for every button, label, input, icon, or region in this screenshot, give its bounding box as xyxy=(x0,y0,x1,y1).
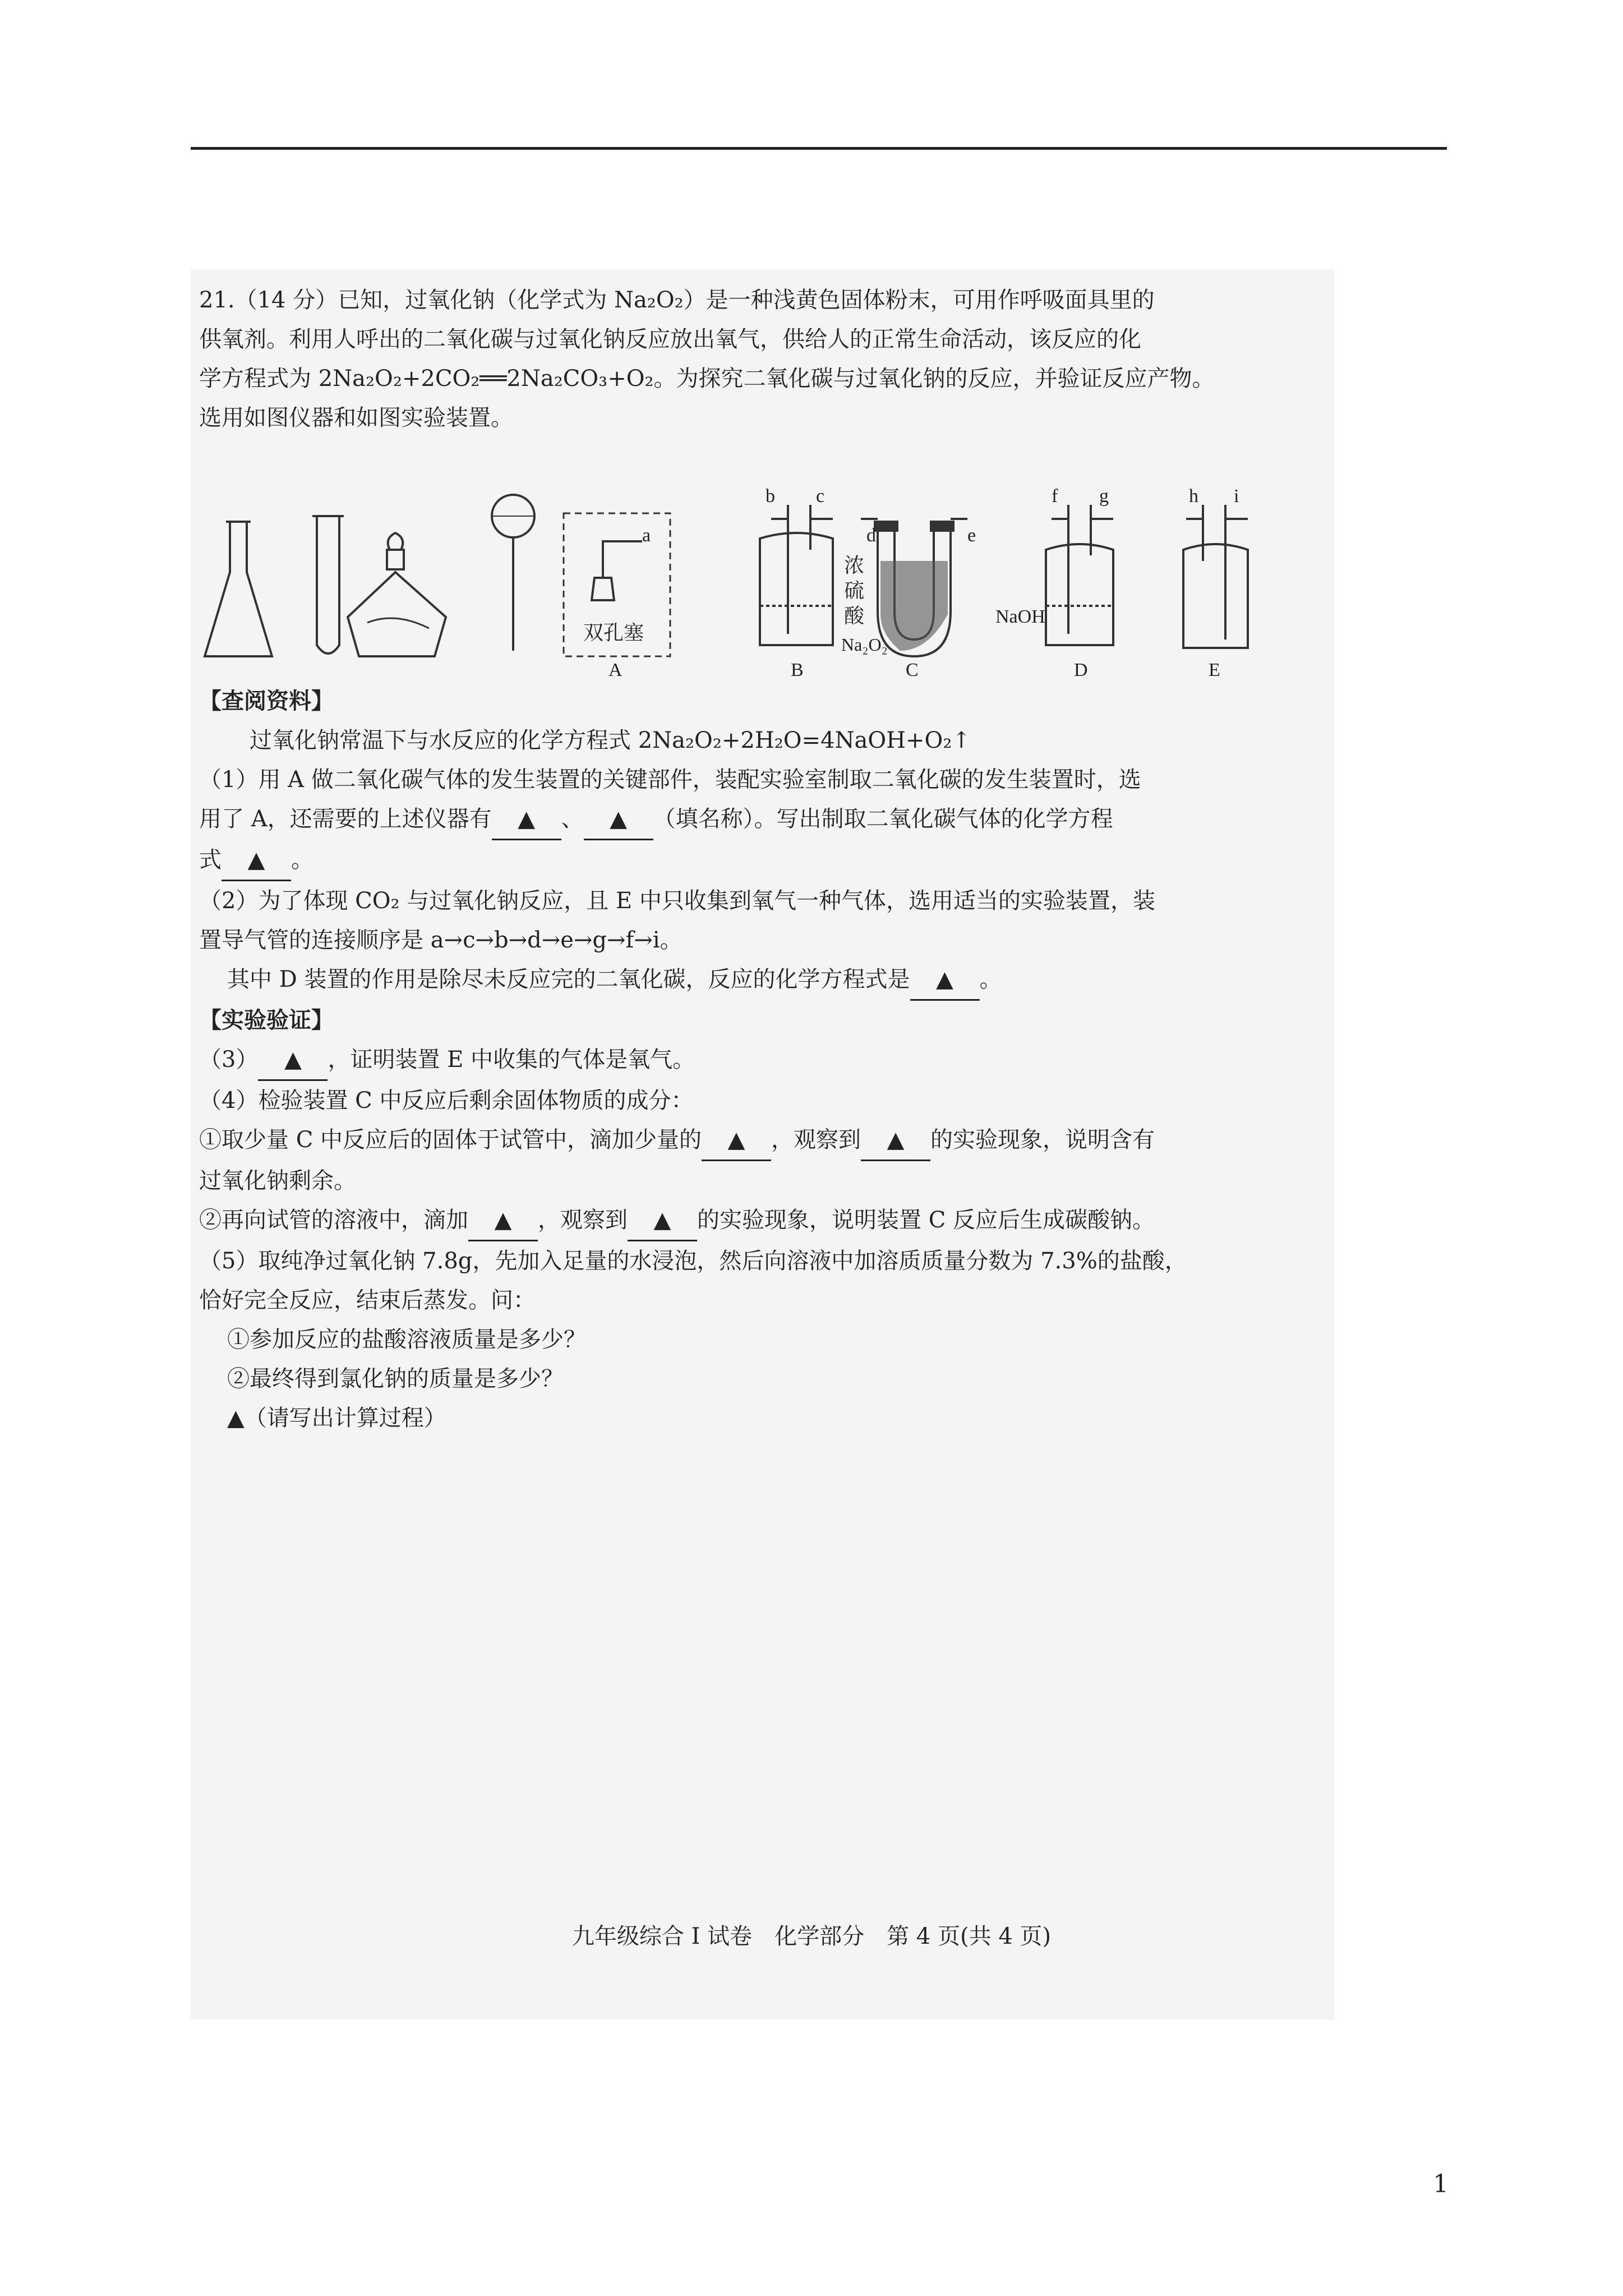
q5-sub1: ①参加反应的盐酸溶液质量是多少？ xyxy=(227,1327,586,1352)
answer-blank: ▲ xyxy=(628,1200,697,1241)
q4-text: 的实验现象，说明含有 xyxy=(930,1127,1155,1153)
port-label-d: d xyxy=(866,525,876,546)
answer-blank: ▲ xyxy=(861,1120,930,1161)
q3-line xyxy=(199,1040,1332,1081)
q4-step2 xyxy=(199,1200,1332,1241)
intro-line: 选用如图仪器和如图实验装置。 xyxy=(199,405,513,431)
conical-flask-icon xyxy=(205,522,272,656)
acid-label-2: 硫 xyxy=(844,579,865,602)
q5-line1: （5）取纯净过氧化钠 7.8g，先加入足量的水浸泡，然后向溶液中加溶质质量分数为 7.3%的盐酸， xyxy=(199,1248,1187,1274)
reference-text: 过氧化钠常温下与水反应的化学方程式 2Na₂O₂+2H₂O=4NaOH+O₂↑ xyxy=(250,728,971,753)
q1-text: （填名称）。写出制取二氧化碳气体的化学方程 xyxy=(653,806,1113,832)
port-label-b: b xyxy=(766,488,775,507)
na2o2-label: Na₂O₂ xyxy=(841,634,888,655)
problem-body xyxy=(199,682,1332,1438)
answer-blank: ▲ xyxy=(492,799,561,840)
q1-text: 。 xyxy=(291,847,313,873)
header-rule xyxy=(191,147,1447,150)
label-a: A xyxy=(608,660,623,679)
q1-line3 xyxy=(199,840,1332,881)
q2-line2: 置导气管的连接顺序是 a→c→b→d→e→g→f→i。 xyxy=(199,927,683,953)
q5-line2: 恰好完全反应，结束后蒸发。问： xyxy=(199,1287,536,1313)
answer-blank: ▲ xyxy=(584,799,653,840)
label-d: D xyxy=(1074,660,1088,679)
q1-line2 xyxy=(199,799,1332,840)
q4-text: 的实验现象，说明装置 C 反应后生成碳酸钠。 xyxy=(697,1207,1155,1233)
intro-line: 21.（14 分）已知，过氧化钠（化学式为 Na₂O₂）是一种浅黄色固体粉末，可用作呼吸面具里的 xyxy=(199,287,1155,313)
stopper-label: 双孔塞 xyxy=(583,622,644,644)
apparatus-b xyxy=(760,505,833,645)
apparatus-d xyxy=(1046,505,1113,645)
port-label-a: a xyxy=(642,525,651,546)
problem-intro xyxy=(199,280,1332,438)
acid-label-1: 浓 xyxy=(844,554,865,577)
page-footer: 九年级综合 I 试卷 化学部分 第 4 页(共 4 页) xyxy=(571,1924,1052,1949)
q1-text: 用了 A，还需要的上述仪器有 xyxy=(199,806,492,832)
answer-blank: ▲ xyxy=(468,1200,538,1241)
q1-text: 式 xyxy=(199,847,222,873)
label-e: E xyxy=(1209,660,1220,679)
answer-blank: ▲ xyxy=(702,1120,771,1161)
q2-text: 。 xyxy=(979,967,1002,992)
naoh-label: NaOH xyxy=(995,606,1045,627)
port-label-e: e xyxy=(967,525,976,546)
intro-line: 供氧剂。利用人呼出的二氧化碳与过氧化钠反应放出氧气，供给人的正常生命活动，该反应的化 xyxy=(199,326,1141,352)
q4-step1 xyxy=(199,1120,1332,1161)
q1-separator: 、 xyxy=(561,806,584,832)
reference-heading: 【查阅资料】 xyxy=(199,688,334,714)
apparatus-figure xyxy=(199,488,1332,679)
q4-step1-cont: 过氧化钠剩余。 xyxy=(199,1168,356,1194)
q5-note: ▲（请写出计算过程） xyxy=(227,1405,446,1431)
q1-line1: （1）用 A 做二氧化碳气体的发生装置的关键部件，装配实验室制取二氧化碳的发生装置时，选 xyxy=(199,767,1141,793)
apparatus-e xyxy=(1183,505,1248,648)
q4-text: ②再向试管的溶液中，滴加 xyxy=(199,1207,468,1233)
port-label-g: g xyxy=(1099,488,1109,507)
page-number: 1 xyxy=(1433,2170,1449,2198)
port-label-f: f xyxy=(1052,488,1058,507)
label-b: B xyxy=(791,660,804,679)
answer-blank: ▲ xyxy=(910,960,980,1001)
alcohol-lamp-icon xyxy=(348,533,446,656)
q2-text: 其中 D 装置的作用是除尽未反应完的二氧化碳，反应的化学方程式是 xyxy=(227,967,910,992)
answer-blank: ▲ xyxy=(222,840,291,881)
funnel-icon xyxy=(491,495,536,651)
apparatus-diagram xyxy=(199,488,1332,679)
port-label-c: c xyxy=(816,488,825,507)
acid-label-3: 酸 xyxy=(844,605,865,627)
intro-line: 学方程式为 2Na₂O₂+2CO₂══2Na₂CO₃+O₂。为探究二氧化碳与过氧化钠的反应，并验证反应产物。 xyxy=(199,366,1215,392)
q4-text: ，观察到 xyxy=(771,1127,861,1153)
q4-text: ，观察到 xyxy=(538,1207,628,1233)
q4-title: （4）检验装置 C 中反应后剩余固体物质的成分： xyxy=(199,1088,694,1114)
q5-sub2: ②最终得到氯化钠的质量是多少？ xyxy=(227,1366,564,1392)
verify-heading: 【实验验证】 xyxy=(199,1007,334,1033)
answer-blank: ▲ xyxy=(258,1040,328,1081)
q4-text: ①取少量 C 中反应后的固体于试管中，滴加少量的 xyxy=(199,1127,702,1153)
q3-text: ，证明装置 E 中收集的气体是氧气。 xyxy=(328,1047,695,1073)
q2-line3 xyxy=(199,960,1332,1001)
test-tube-icon xyxy=(312,516,344,654)
q2-line1: （2）为了体现 CO₂ 与过氧化钠反应，且 E 中只收集到氧气一种气体，选用适当的实验装置，装 xyxy=(199,888,1155,914)
q3-text: （3） xyxy=(199,1047,259,1073)
port-label-i: i xyxy=(1234,488,1239,507)
port-label-h: h xyxy=(1189,488,1198,507)
label-c: C xyxy=(906,660,919,679)
